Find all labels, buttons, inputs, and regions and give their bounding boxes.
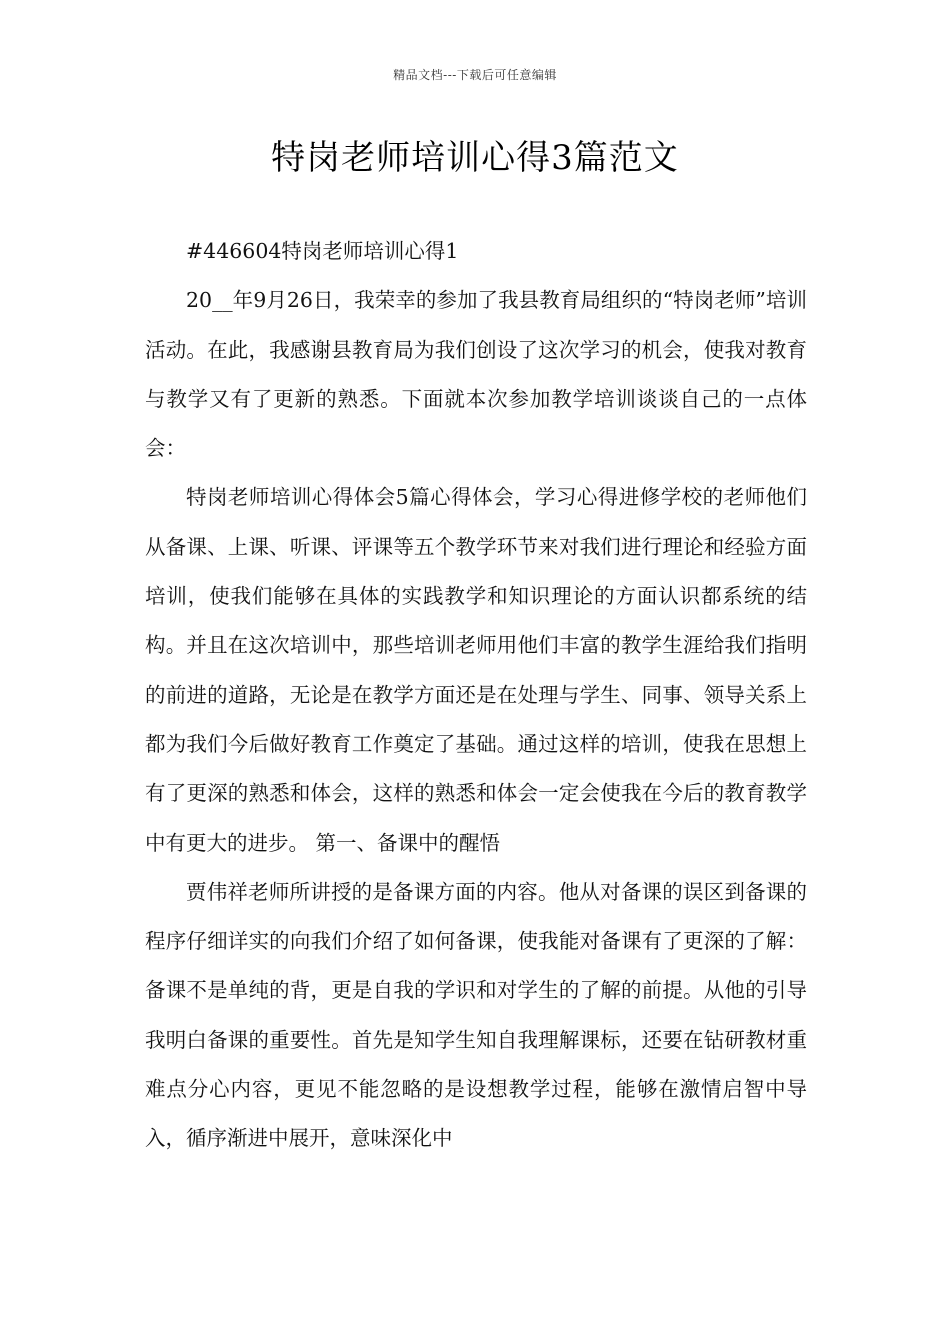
body-paragraph: 20__年9月26日，我荣幸的参加了我县教育局组织的“特岗老师”培训活动。在此，我感谢县教育局为我们创设了这次学习的机会，使我对教育与教学又有了更新的熟悉。下面就本次参加教学培训谈谈自己的一点体会： <box>145 288 807 461</box>
document-title: 特岗老师培训心得3篇范文 <box>271 138 679 178</box>
body-paragraph: 贾伟祥老师所讲授的是备课方面的内容。他从对备课的误区到备课的程序仔细详实的向我们介绍了如何备课，使我能对备课有了更深的了解：备课不是单纯的背，更是自我的学识和对学生的了解的前提。从他的引导我明白备课的重要性。首先是知学生知自我理解课标，还要在钻研教材重难点分心内容，更见不能忽略的是设想教学过程，能够在激情启智中导入，循序渐进中展开，意味深化中 <box>145 879 807 1151</box>
document-body <box>145 227 807 1164</box>
section-heading: #446604特岗老师培训心得1 <box>186 239 459 263</box>
body-paragraph: 特岗老师培训心得体会5篇心得体会，学习心得进修学校的老师他们从备课、上课、听课、评课等五个教学环节来对我们进行理论和经验方面培训，使我们能够在具体的实践教学和知识理论的方面认识都系统的结构。并且在这次培训中，那些培训老师用他们丰富的教学生涯给我们指明的前进的道路，无论是在教学方面还是在处理与学生、同事、领导关系上都为我们今后做好教育工作奠定了基础。通过这样的培训，使我在思想上有了更深的熟悉和体会，这样的熟悉和体会一定会使我在今后的教育教学中有更大的进步。 第一、备课中的醒悟 <box>145 485 807 855</box>
header-note: 精品文档---下载后可任意编辑 <box>393 68 557 82</box>
